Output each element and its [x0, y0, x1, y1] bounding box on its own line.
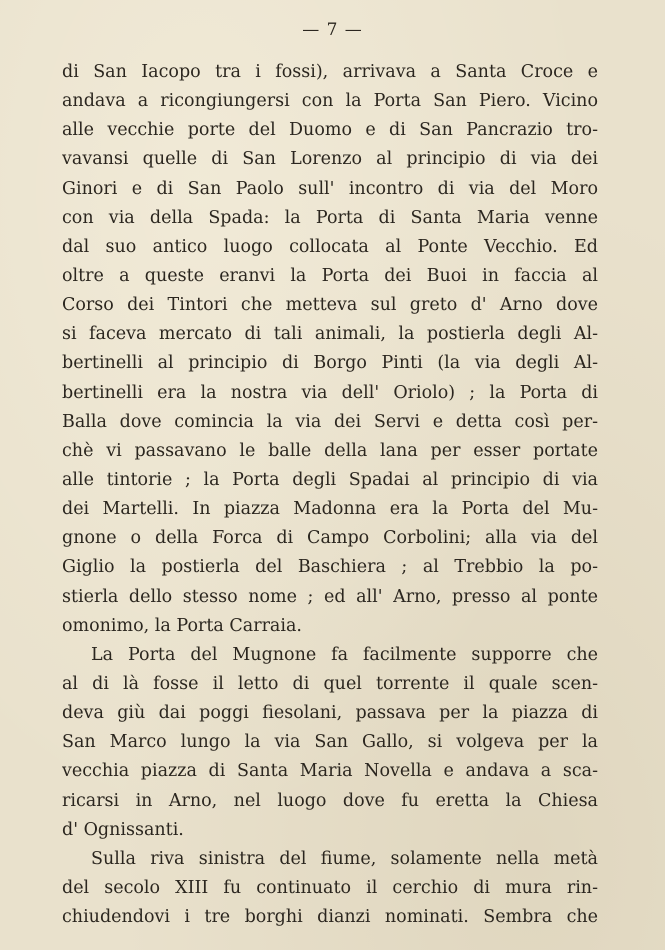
text-line: La Porta del Mugnone fa facilmente supporre che	[91, 644, 598, 665]
text-line: vavansi quelle di San Lorenzo al principio di via dei	[62, 149, 598, 170]
text-line: oltre a queste eranvi la Porta dei Buoi in faccia al	[62, 265, 598, 286]
text-line: dal suo antico luogo collocata al Ponte Vecchio. Ed	[62, 236, 598, 257]
text-line: gnone o della Forca di Campo Corbolini; alla via del	[62, 528, 598, 549]
text-line: al di là fosse il letto di quel torrente il quale scen-	[62, 673, 598, 694]
text-line: San Marco lungo la via San Gallo, si volgeva per la	[62, 732, 598, 753]
text-line: del secolo XIII fu continuato il cerchio di mura rin-	[62, 877, 598, 898]
text-line: deva giù dai poggi fiesolani, passava per la piazza di	[62, 703, 598, 724]
text-line: bertinelli era la nostra via dell' Oriolo) ; la Porta di	[62, 382, 598, 403]
text-line: Sulla riva sinistra del fiume, solamente nella metà	[91, 848, 598, 869]
text-line: chè vi passavano le balle della lana per esser portate	[62, 440, 598, 461]
text-line: bertinelli al principio di Borgo Pinti (la via degli Al-	[62, 353, 598, 374]
page-number: — 7 —	[302, 20, 363, 40]
text-line: Corso dei Tintori che metteva sul greto d' Arno dove	[62, 295, 598, 316]
text-line: chiudendovi i tre borghi dianzi nominati. Sembra che	[62, 907, 598, 928]
text-line: omonimo, la Porta Carraia.	[62, 615, 302, 636]
text-line: alle vecchie porte del Duomo e di San Pancrazio tro-	[62, 120, 598, 141]
text-line: Ginori e di San Paolo sull' incontro di via del Moro	[62, 178, 598, 199]
text-line: ricarsi in Arno, nel luogo dove fu eretta la Chiesa	[62, 790, 598, 811]
text-line: con via della Spada: la Porta di Santa Maria venne	[62, 207, 598, 228]
text-line: si faceva mercato di tali animali, la postierla degli Al-	[62, 324, 598, 345]
text-line: d' Ognissanti.	[62, 819, 184, 840]
text-line: Giglio la postierla del Baschiera ; al Trebbio la po-	[62, 557, 598, 578]
body-text	[62, 58, 598, 932]
text-line: alle tintorie ; la Porta degli Spadai al principio di via	[62, 469, 598, 490]
text-line: di San Iacopo tra i fossi), arrivava a Santa Croce e	[62, 62, 598, 82]
text-line: vecchia piazza di Santa Maria Novella e andava a sca-	[62, 761, 598, 782]
text-line: andava a ricongiungersi con la Porta San Piero. Vicino	[62, 91, 598, 112]
text-line: Balla dove comincia la via dei Servi e detta così per-	[62, 411, 598, 432]
text-line: dei Martelli. In piazza Madonna era la Porta del Mu-	[62, 499, 598, 520]
text-line: stierla dello stesso nome ; ed all' Arno, presso al ponte	[62, 586, 598, 607]
